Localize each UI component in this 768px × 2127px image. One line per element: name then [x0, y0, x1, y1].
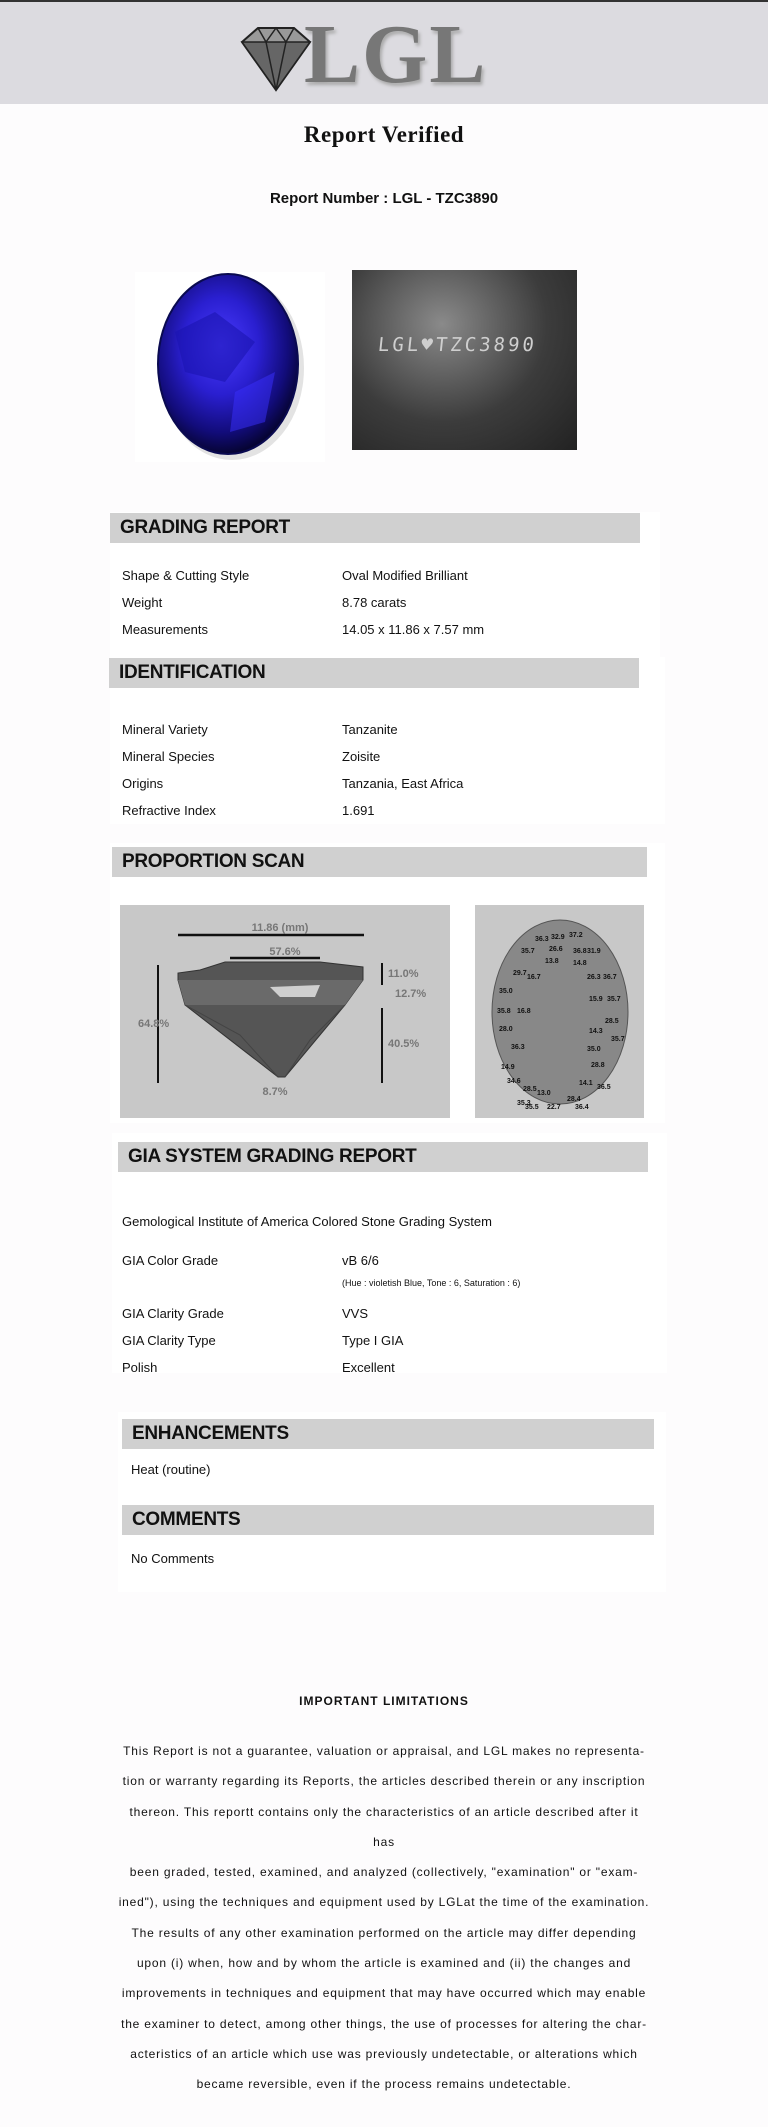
culet-pct-label: 8.7%: [262, 1086, 288, 1098]
facet-value-label: 14.9: [501, 1064, 515, 1071]
limitations-line: became reversible, even if the process remains undetectable.: [196, 2077, 572, 2092]
gia-system-text: Gemological Institute of America Colored Stone Grading System: [122, 1214, 492, 1229]
page-title: Report Verified: [303, 122, 465, 147]
gia-color-note: (Hue : violetish Blue, Tone : 6, Saturation : 6): [342, 1278, 521, 1288]
mineral-species-value: Zoisite: [342, 749, 381, 764]
limitations-line: thereon. This reportt contains only the characteristics of an article described after it has: [129, 1804, 639, 1849]
header-banner: [0, 2, 768, 104]
polish-value: Excellent: [342, 1360, 395, 1375]
gia-color-label: GIA Color Grade: [122, 1253, 219, 1268]
facet-value-label: 28.4: [567, 1096, 581, 1103]
inscription-text: LGL♥TZC3890: [376, 334, 538, 356]
gia-clarity-grade-label: GIA Clarity Grade: [122, 1306, 224, 1321]
comments-text: No Comments: [131, 1551, 215, 1566]
facet-value-label: 26.3: [587, 974, 601, 981]
identification-heading: IDENTIFICATION: [119, 662, 266, 683]
facet-value-label: 22.7: [547, 1104, 561, 1111]
profile-diagram: [120, 905, 450, 1118]
facet-value-label: 34.6: [507, 1078, 521, 1085]
gia-clarity-grade-value: VVS: [342, 1306, 369, 1321]
gia-header: [118, 1142, 648, 1172]
facet-value-label: 36.3: [535, 936, 549, 943]
grading-report-header: [110, 513, 640, 543]
weight-label: Weight: [122, 595, 163, 610]
proportion-scan-heading: PROPORTION SCAN: [122, 851, 305, 872]
enhancements-text: Heat (routine): [131, 1462, 211, 1477]
grading-report-heading: GRADING REPORT: [120, 517, 290, 538]
origins-label: Origins: [122, 776, 164, 791]
identification-header: [109, 658, 639, 688]
facet-value-label: 29.7: [513, 970, 527, 977]
gia-heading: GIA SYSTEM GRADING REPORT: [128, 1146, 417, 1167]
limitations-heading: IMPORTANT LIMITATIONS: [299, 1694, 469, 1708]
limitations-line: been graded, tested, examined, and analyzed (collectively, "examination" or "exam-: [129, 1865, 639, 1880]
limitations-line: improvements in techniques and equipment that may have occurred which may enable: [121, 1986, 647, 2001]
facet-value-label: 16.7: [527, 974, 541, 981]
comments-heading: COMMENTS: [132, 1509, 241, 1530]
refractive-index-label: Refractive Index: [122, 803, 216, 818]
facet-value-label: 36.5: [597, 1084, 611, 1091]
facet-value-label: 13.8: [545, 958, 559, 965]
facet-value-label: 35.8: [497, 1008, 511, 1015]
facet-value-label: 31.9: [587, 948, 601, 955]
measurements-label: Measurements: [122, 622, 208, 637]
facet-value-label: 35.0: [499, 988, 513, 995]
comments-header: [122, 1505, 654, 1535]
table-pct-label: 57.6%: [269, 946, 301, 958]
enhancements-header: [122, 1419, 654, 1449]
measurements-value: 14.05 x 11.86 x 7.57 mm: [342, 622, 485, 637]
facet-value-label: 35.0: [587, 1046, 601, 1053]
facet-value-label: 26.6: [549, 946, 563, 953]
gia-color-value: vB 6/6: [342, 1253, 379, 1268]
facet-value-label: 35.5: [525, 1104, 539, 1111]
crown-pct-label: 11.0%: [388, 968, 419, 980]
girdle-pct-label: 12.7%: [395, 988, 427, 1000]
enhancements-heading: ENHANCEMENTS: [132, 1423, 289, 1444]
facet-value-label: 35.7: [607, 996, 621, 1003]
gia-clarity-type-value: Type I GIA: [342, 1333, 404, 1348]
facet-value-label: 37.2: [569, 932, 583, 939]
mineral-variety-value: Tanzanite: [342, 722, 398, 737]
report-number: Report Number : LGL - TZC3890: [269, 190, 499, 207]
origins-value: Tanzania, East Africa: [342, 776, 464, 791]
gia-clarity-type-label: GIA Clarity Type: [122, 1333, 216, 1348]
facet-value-label: 35.7: [611, 1036, 625, 1043]
facet-value-label: 14.3: [589, 1028, 603, 1035]
limitations-line: the examiner to detect, among other things, the use of processes for altering the char-: [121, 2016, 647, 2031]
facet-value-label: 36.7: [603, 974, 617, 981]
facet-value-label: 36.3: [511, 1044, 525, 1051]
limitations-line: acteristics of an article which use was previously undetectable, or alterations which: [130, 2046, 638, 2061]
limitations-line: upon (i) when, how and by whom the article is examined and (ii) the changes and: [136, 1956, 632, 1971]
facet-value-label: 13.0: [537, 1090, 551, 1097]
facet-value-label: 28.0: [499, 1026, 513, 1033]
facet-value-label: 36.4: [575, 1104, 589, 1111]
shape-label: Shape & Cutting Style: [122, 568, 250, 583]
facet-value-label: 14.8: [573, 960, 587, 967]
facet-value-label: 36.8: [573, 948, 587, 955]
width-label: 11.86 (mm): [251, 922, 309, 934]
facet-value-label: 32.9: [551, 934, 565, 941]
facet-value-label: 35.7: [521, 948, 535, 955]
limitations-body: [118, 1736, 650, 2100]
mineral-species-label: Mineral Species: [122, 749, 215, 764]
weight-value: 8.78 carats: [342, 595, 407, 610]
gemstone-photo: [135, 272, 325, 462]
facet-value-label: 16.8: [517, 1008, 531, 1015]
facet-value-label: 15.9: [589, 996, 603, 1003]
proportion-scan-header: [112, 847, 647, 877]
mineral-variety-label: Mineral Variety: [122, 722, 208, 737]
facet-value-label: 35.3: [517, 1100, 531, 1107]
refractive-index-value: 1.691: [342, 803, 375, 818]
logo-text: LGL: [304, 8, 488, 101]
total-depth-label: 64.8%: [138, 1018, 170, 1030]
facet-value-label: 28.5: [605, 1018, 619, 1025]
facet-value-label: 14.1: [579, 1080, 593, 1087]
limitations-line: This Report is not a guarantee, valuation or appraisal, and LGL makes no representa-: [123, 1744, 645, 1758]
facet-map-diagram: [475, 905, 644, 1118]
limitations-line: tion or warranty regarding its Reports, the articles described therein or any inscription: [122, 1774, 646, 1789]
polish-label: Polish: [122, 1360, 158, 1375]
facet-value-label: 28.8: [591, 1062, 605, 1069]
shape-value: Oval Modified Brilliant: [342, 568, 468, 583]
facet-value-label: 28.5: [523, 1086, 537, 1093]
limitations-line: ined"), using the techniques and equipment used by LGLat the time of the examination.: [118, 1895, 650, 1910]
inscription-photo: [352, 270, 577, 450]
lgl-logo: [236, 8, 488, 101]
pavilion-pct-label: 40.5%: [388, 1038, 420, 1050]
limitations-line: The results of any other examination performed on the article may differ depending: [131, 1925, 637, 1940]
